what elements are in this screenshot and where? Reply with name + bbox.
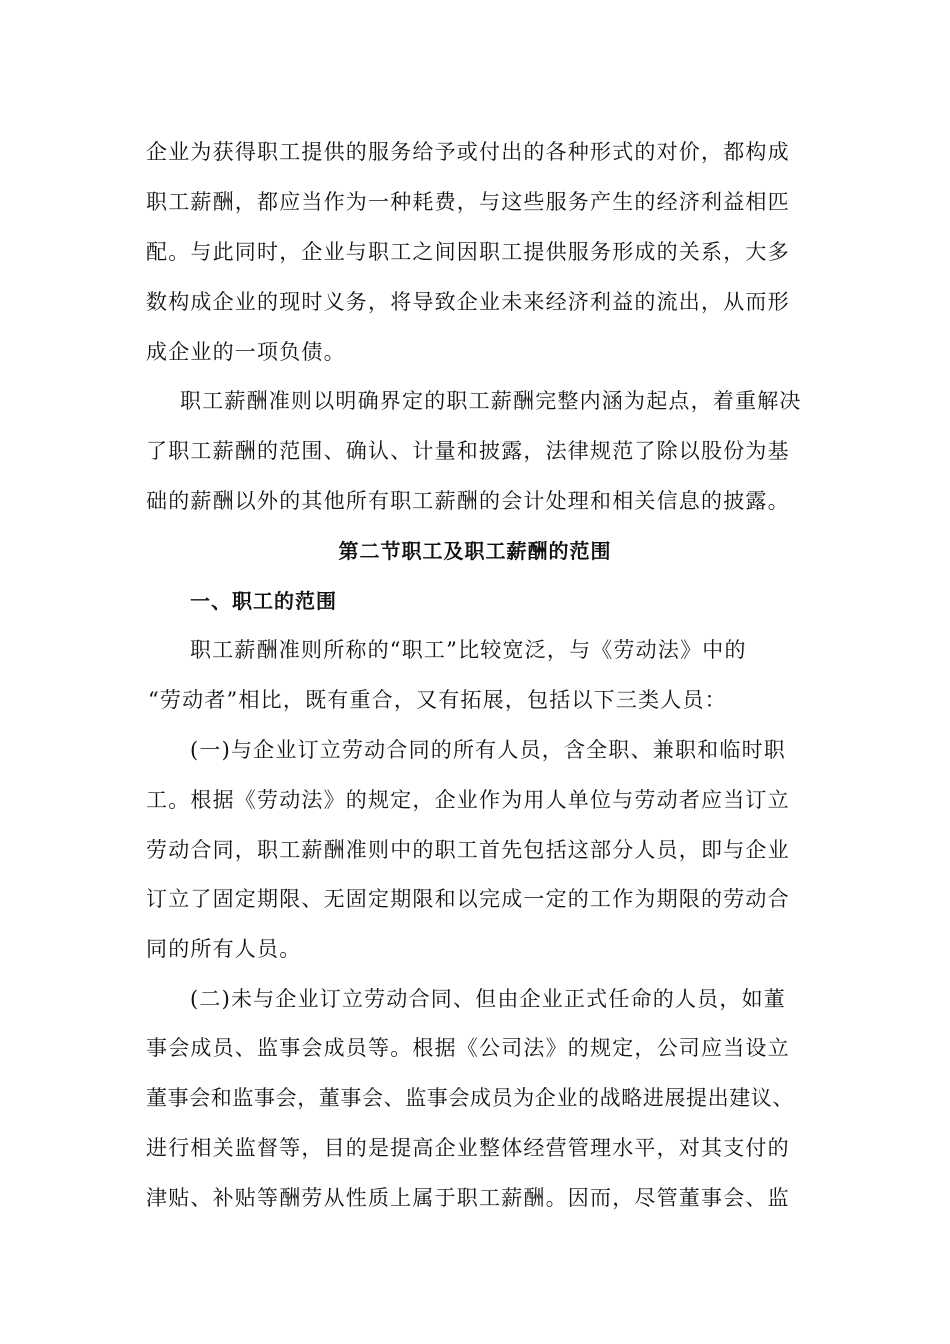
subsection-title: 一、职工的范围 <box>190 589 337 613</box>
paragraph-2-line-3: 础的薪酬以外的其他所有职工薪酬的会计处理和相关信息的披露。 <box>146 489 790 513</box>
item-2-line-1: (二)未与企业订立劳动合同、但由企业正式任命的人员，如董 <box>190 987 786 1011</box>
paragraph-1-line-1: 企业为获得职工提供的服务给予或付出的各种形式的对价，都构成 <box>146 140 790 164</box>
paragraph-2-line-1: 职工薪酬准则以明确界定的职工薪酬完整内涵为起点，着重解决 <box>180 389 802 413</box>
intro-line-1: 职工薪酬准则所称的“职工”比较宽泛，与《劳动法》中的 <box>190 638 747 662</box>
section-title: 第二节职工及职工薪酬的范围 <box>338 539 612 563</box>
item-1-line-2: 工。根据《劳动法》的规定，企业作为用人单位与劳动者应当订立 <box>146 788 790 812</box>
paragraph-1-line-4: 数构成企业的现时义务，将导致企业未来经济利益的流出，从而形 <box>146 290 790 314</box>
item-1-line-1: (一)与企业订立劳动合同的所有人员，含全职、兼职和临时职 <box>190 738 786 762</box>
intro-line-2: “劳动者”相比，既有重合，又有拓展，包括以下三类人员： <box>148 688 727 712</box>
paragraph-1-line-3: 配。与此同时，企业与职工之间因职工提供服务形成的关系，大多 <box>146 240 790 264</box>
item-2-line-5: 津贴、补贴等酬劳从性质上属于职工薪酬。因而，尽管董事会、监 <box>146 1186 790 1210</box>
paragraph-2-line-2: 了职工薪酬的范围、确认、计量和披露，法律规范了除以股份为基 <box>146 439 790 463</box>
item-2-line-3: 董事会和监事会，董事会、监事会成员为企业的战略进展提出建议、 <box>146 1086 794 1110</box>
item-2-line-4: 进行相关监督等，目的是提高企业整体经营管理水平，对其支付的 <box>146 1136 790 1160</box>
item-1-line-4: 订立了固定期限、无固定期限和以完成一定的工作为期限的劳动合 <box>146 887 790 911</box>
paragraph-1-line-5: 成企业的一项负债。 <box>146 340 346 364</box>
item-1-line-3: 劳动合同，职工薪酬准则中的职工首先包括这部分人员，即与企业 <box>146 838 790 862</box>
item-2-line-2: 事会成员、监事会成员等。根据《公司法》的规定，公司应当设立 <box>146 1036 790 1060</box>
item-1-line-5: 同的所有人员。 <box>146 937 302 961</box>
paragraph-1-line-2: 职工薪酬，都应当作为一种耗费，与这些服务产生的经济利益相匹 <box>146 190 790 214</box>
